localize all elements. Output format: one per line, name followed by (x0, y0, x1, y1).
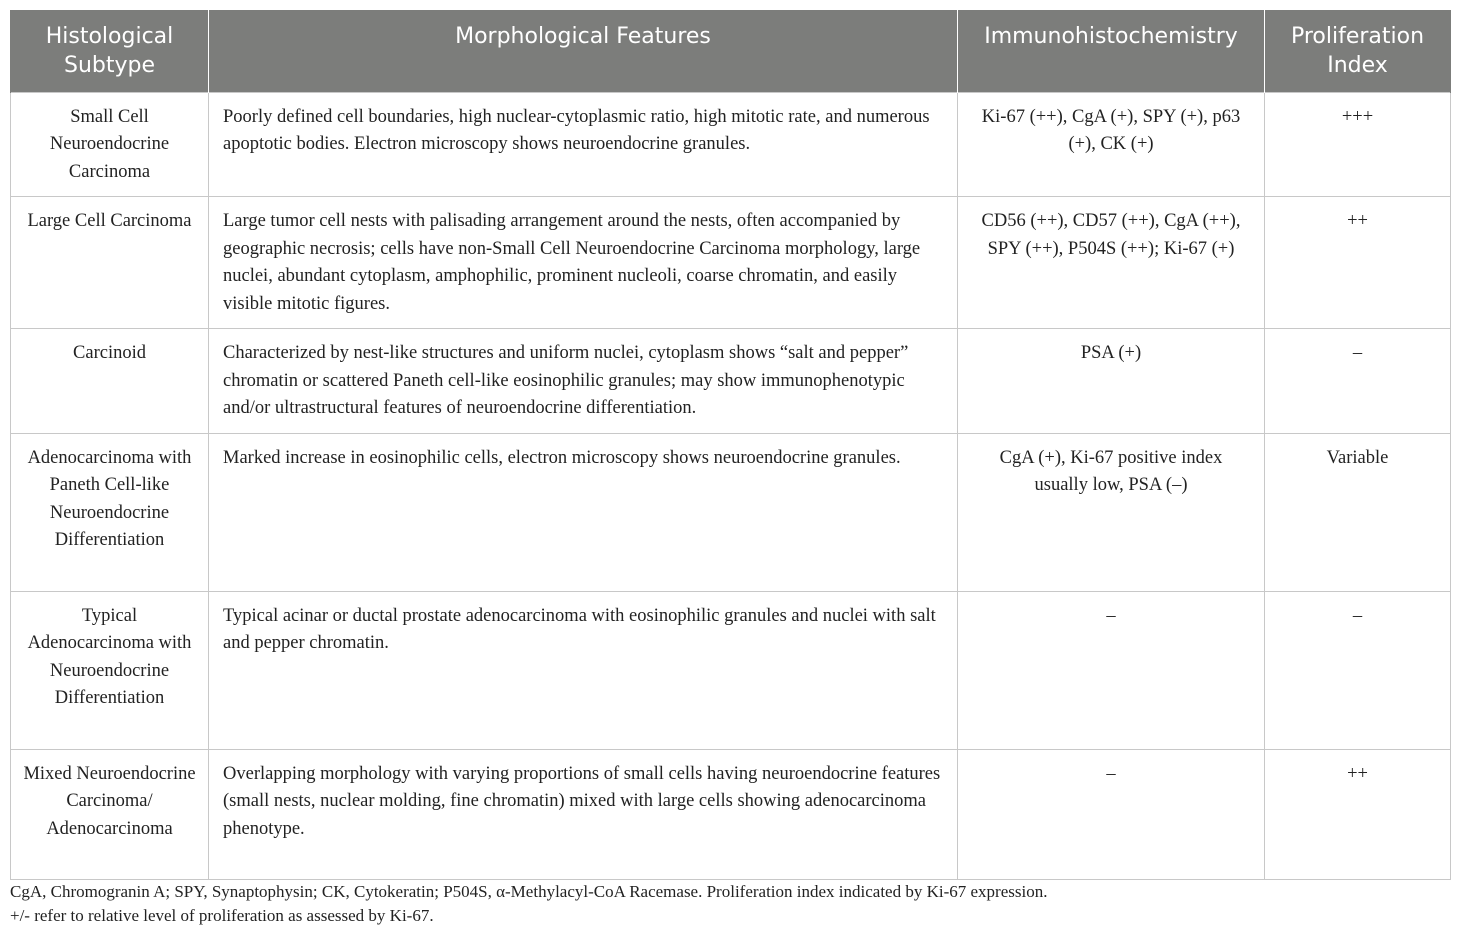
cell-subtype: Typical Adenocarcinoma with Neuroendocrine Differentiation (11, 591, 209, 749)
cell-features: Poorly defined cell boundaries, high nuclear-cytoplasmic ratio, high mitotic rate, and numerous apoptotic bodies. Electron microscopy shows neuroendocrine granules. (209, 92, 958, 197)
cell-features: Characterized by nest-like structures and uniform nuclei, cytoplasm shows “salt and pepper” chromatin or scattered Paneth cell-like eosinophilic granules; may show immunophenotypic and/or ultrastructural features of neuroendocrine differentiation. (209, 329, 958, 434)
cell-proliferation: ++ (1265, 749, 1451, 879)
header-histological-subtype: Histological Subtype (11, 10, 209, 92)
cell-features: Large tumor cell nests with palisading arrangement around the nests, often accompanied by geographic necrosis; cells have non-Small Cell Neuroendocrine Carcinoma morphology, large nuclei, abundant cytoplasm, amphophilic, prominent nucleoli, coarse chromatin, and easily visible mitotic figures. (209, 197, 958, 329)
cell-proliferation: ++ (1265, 197, 1451, 329)
cell-subtype: Carcinoid (11, 329, 209, 434)
cell-proliferation: – (1265, 591, 1451, 749)
cell-subtype: Large Cell Carcinoma (11, 197, 209, 329)
header-immunohistochemistry: Immunohistochemistry (958, 10, 1265, 92)
cell-proliferation: Variable (1265, 433, 1451, 591)
cell-ihc: – (958, 749, 1265, 879)
cell-ihc: CD56 (++), CD57 (++), CgA (++), SPY (++), P504S (++); Ki-67 (+) (958, 197, 1265, 329)
cell-proliferation: – (1265, 329, 1451, 434)
cell-ihc: – (958, 591, 1265, 749)
cell-features: Marked increase in eosinophilic cells, electron microscopy shows neuroendocrine granules. (209, 433, 958, 591)
cell-proliferation: +++ (1265, 92, 1451, 197)
table-row (11, 197, 1451, 329)
cell-features: Overlapping morphology with varying proportions of small cells having neuroendocrine features (small nests, nuclear molding, fine chromatin) mixed with large cells showing adenocarcinoma phenotype. (209, 749, 958, 879)
cell-subtype: Mixed Neuroendocrine Carcinoma/ Adenocarcinoma (11, 749, 209, 879)
footnote-proliferation-scale: +/- refer to relative level of proliferation as assessed by Ki-67. (10, 906, 434, 925)
table-row (11, 749, 1451, 879)
table-row (11, 433, 1451, 591)
table-container (10, 10, 1450, 880)
table-row (11, 329, 1451, 434)
table-row (11, 92, 1451, 197)
cell-ihc: PSA (+) (958, 329, 1265, 434)
cell-subtype: Small Cell Neuroendocrine Carcinoma (11, 92, 209, 197)
header-row (11, 10, 1451, 92)
table-row (11, 591, 1451, 749)
header-morphological-features: Morphological Features (209, 10, 958, 92)
cell-ihc: CgA (+), Ki-67 positive index usually low, PSA (–) (958, 433, 1265, 591)
header-proliferation-index: Proliferation Index (1265, 10, 1451, 92)
footnote-abbreviations: CgA, Chromogranin A; SPY, Synaptophysin; CK, Cytokeratin; P504S, α-Methylacyl-CoA Racemase. Proliferation index indicated by Ki-67 expression. (10, 882, 1048, 901)
cell-ihc: Ki-67 (++), CgA (+), SPY (+), p63 (+), CK (+) (958, 92, 1265, 197)
cell-subtype: Adenocarcinoma with Paneth Cell-like Neuroendocrine Differentiation (11, 433, 209, 591)
subtype-table (10, 10, 1451, 880)
cell-features: Typical acinar or ductal prostate adenocarcinoma with eosinophilic granules and nuclei with salt and pepper chromatin. (209, 591, 958, 749)
